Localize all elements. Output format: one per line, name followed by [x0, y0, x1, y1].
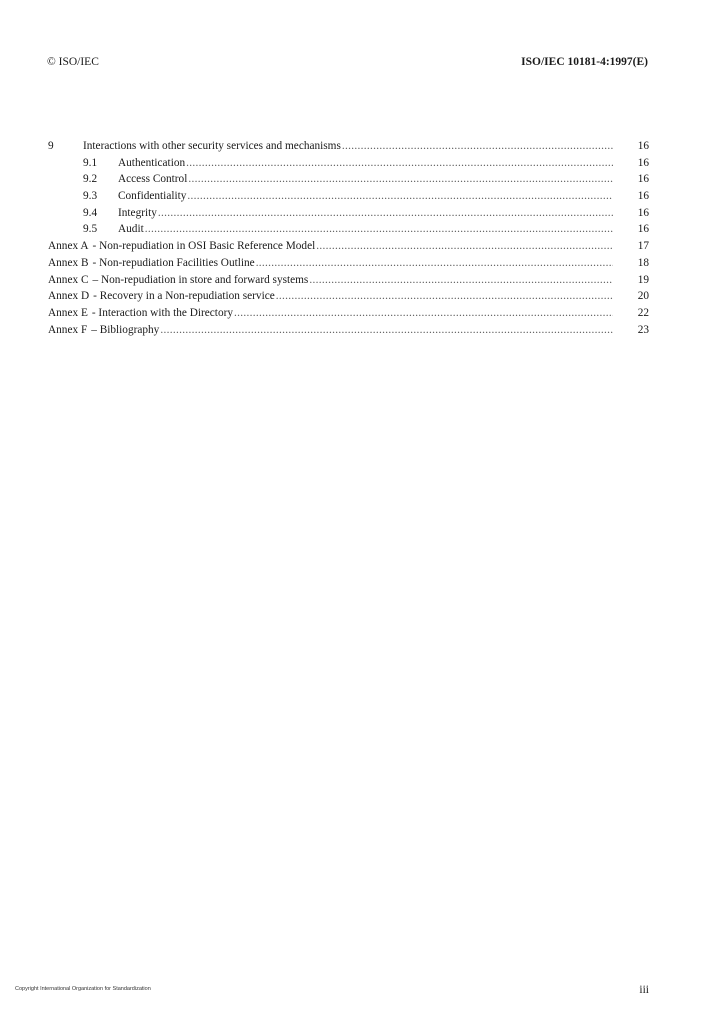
toc-leader-dots [256, 255, 613, 272]
toc-entry-page: 16 [637, 190, 649, 203]
toc-entry-annex-b[interactable] [48, 255, 649, 272]
toc-entry-number: 9.1 [83, 156, 98, 169]
toc-entry-page: 16 [637, 173, 649, 186]
toc-entry-annex-d[interactable] [48, 288, 649, 305]
toc-leader-dots [309, 272, 613, 289]
table-of-contents [48, 138, 649, 338]
toc-entry-number: Annex A [48, 240, 89, 253]
toc-entry-title: - Recovery in a Non-repudiation service [93, 290, 275, 303]
toc-entry-number: 9.4 [83, 206, 98, 219]
toc-entry-page: 18 [637, 256, 649, 269]
toc-entry-annex-a[interactable] [48, 238, 649, 255]
header-standard-number: ISO/IEC 10181-4:1997(E) [521, 56, 648, 68]
toc-entry-page: 16 [637, 156, 649, 169]
toc-entry-title: Audit [118, 223, 144, 236]
toc-entry-title: Access Control [118, 173, 188, 186]
toc-entry-title: - Non-repudiation Facilities Outline [92, 256, 255, 269]
toc-entry-page: 16 [637, 140, 649, 152]
toc-leader-dots [145, 221, 613, 238]
toc-leader-dots [276, 288, 613, 305]
toc-entry-title: - Non-repudiation in OSI Basic Reference Model [92, 240, 316, 253]
toc-entry-number: Annex B [48, 256, 89, 269]
toc-entry-number: 9 [48, 140, 54, 152]
toc-entry-page: 20 [637, 290, 649, 303]
toc-leader-dots [234, 305, 613, 322]
toc-entry-annex-e[interactable] [48, 305, 649, 322]
toc-leader-dots [342, 138, 613, 155]
toc-entry-number: Annex D [48, 290, 90, 303]
toc-entry-annex-c[interactable] [48, 272, 649, 289]
toc-entry-number: Annex E [48, 306, 88, 319]
toc-entry-title: - Interaction with the Directory [91, 306, 233, 319]
toc-entry-9-4[interactable] [48, 205, 649, 222]
toc-entry-page: 16 [637, 206, 649, 219]
toc-entry-page: 19 [637, 273, 649, 286]
toc-entry-page: 23 [637, 323, 649, 336]
toc-entry-title: Interactions with other security services and mechanisms [83, 140, 341, 152]
toc-entry-title: Confidentiality [118, 190, 187, 203]
toc-entry-annex-f[interactable] [48, 322, 649, 339]
header-copyright: © ISO/IEC [47, 56, 99, 68]
toc-entry-number: 9.3 [83, 190, 98, 203]
toc-leader-dots [158, 205, 613, 222]
toc-entry-9-1[interactable] [48, 155, 649, 172]
toc-entry-number: Annex F [48, 323, 88, 336]
toc-entry-title: Authentication [118, 156, 186, 169]
page-number: iii [639, 984, 649, 996]
footer-copyright: Copyright International Organization for Standardization [15, 986, 151, 992]
toc-entry-number: 9.5 [83, 223, 98, 236]
toc-entry-9-2[interactable] [48, 171, 649, 188]
toc-entry-title: – Bibliography [91, 323, 160, 336]
toc-entry-title: – Non-repudiation in store and forward systems [92, 273, 309, 286]
toc-leader-dots [316, 238, 613, 255]
toc-leader-dots [160, 322, 613, 339]
toc-entry-9-5[interactable] [48, 221, 649, 238]
toc-entry-page: 17 [637, 240, 649, 253]
toc-entry-page: 22 [637, 306, 649, 319]
toc-leader-dots [188, 171, 613, 188]
toc-leader-dots [187, 188, 613, 205]
toc-entry-9-3[interactable] [48, 188, 649, 205]
toc-entry-number: Annex C [48, 273, 89, 286]
toc-entry-page: 16 [637, 223, 649, 236]
toc-leader-dots [186, 155, 613, 172]
toc-entry-number: 9.2 [83, 173, 98, 186]
toc-entry-title: Integrity [118, 206, 157, 219]
toc-entry-9[interactable] [48, 138, 649, 155]
